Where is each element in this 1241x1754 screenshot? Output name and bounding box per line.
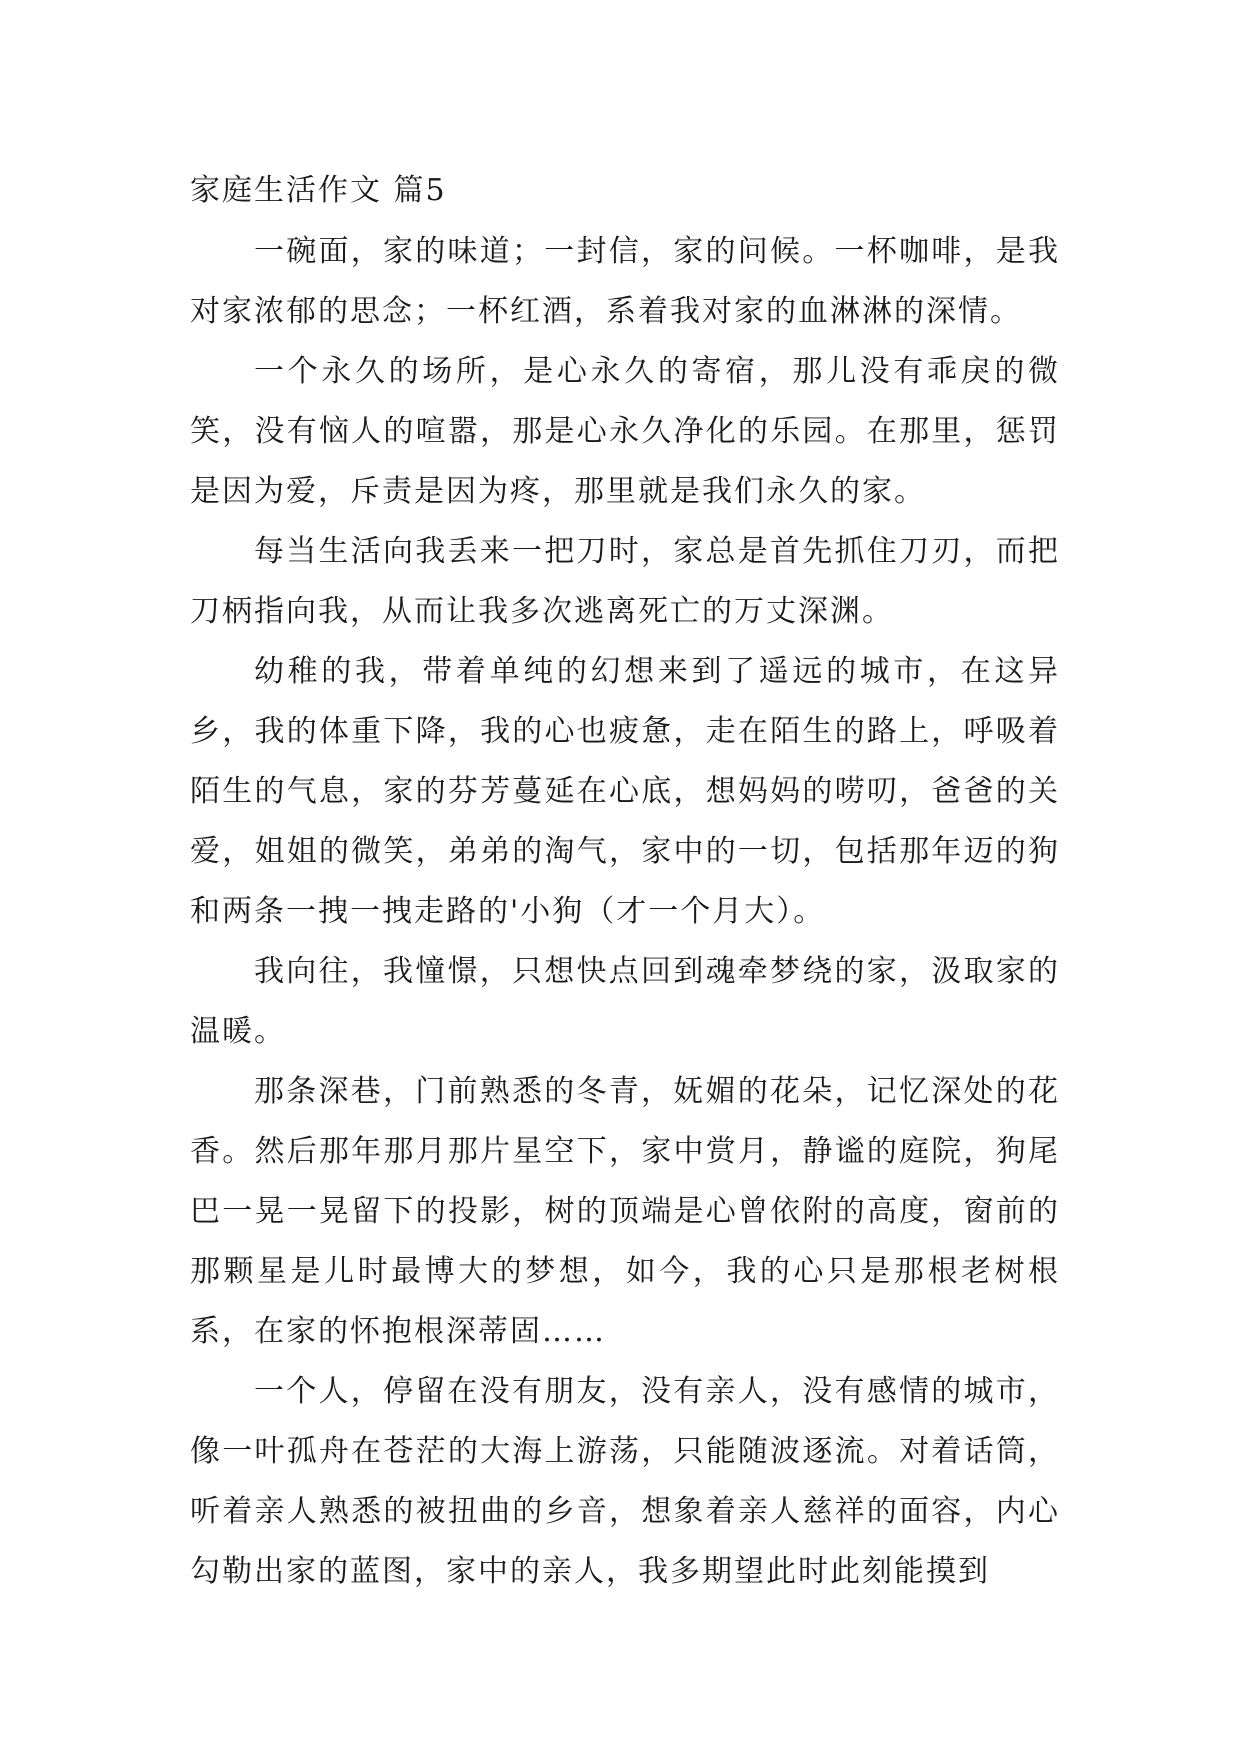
paragraph-4: 幼稚的我，带着单纯的幻想来到了遥远的城市，在这异乡，我的体重下降，我的心也疲惫，走在陌生的路上，呼吸着陌生的气息，家的芬芳蔓延在心底，想妈妈的唠叨，爸爸的关爱，姐姐的微笑，弟弟的淘气，家中的一切，包括那年迈的狗和两条一拽一拽走路的'小狗（才一个月大）。 [190, 654, 1060, 929]
paragraph-1: 一碗面，家的味道；一封信，家的问候。一杯咖啡，是我对家浓郁的思念；一杯红酒，系着我对家的血淋淋的深情。 [190, 234, 1060, 329]
paragraph-3: 每当生活向我丢来一把刀时，家总是首先抓住刀刃，而把刀柄指向我，从而让我多次逃离死亡的万丈深渊。 [190, 534, 1060, 629]
paragraph-7: 一个人，停留在没有朋友，没有亲人，没有感情的城市，像一叶孤舟在苍茫的大海上游荡，只能随波逐流。对着话筒，听着亲人熟悉的被扭曲的乡音，想象着亲人慈祥的面容，内心勾勒出家的蓝图，家中的亲人，我多期望此时此刻能摸到 [190, 1374, 1060, 1589]
paragraph-5: 我向往，我憧憬，只想快点回到魂牵梦绕的家，汲取家的温暖。 [190, 954, 1060, 1049]
document-title: 家庭生活作文 篇5 [190, 173, 447, 208]
paragraph-2: 一个永久的场所，是心永久的寄宿，那儿没有乖戾的微笑，没有恼人的喧嚣，那是心永久净化的乐园。在那里，惩罚是因为爱，斥责是因为疼，那里就是我们永久的家。 [190, 354, 1060, 509]
document-page [190, 160, 1060, 1602]
paragraph-6: 那条深巷，门前熟悉的冬青，妩媚的花朵，记忆深处的花香。然后那年那月那片星空下，家中赏月，静谧的庭院，狗尾巴一晃一晃留下的投影，树的顶端是心曾依附的高度，窗前的那颗星是儿时最博大的梦想，如今，我的心只是那根老树根系，在家的怀抱根深蒂固…… [190, 1074, 1060, 1349]
